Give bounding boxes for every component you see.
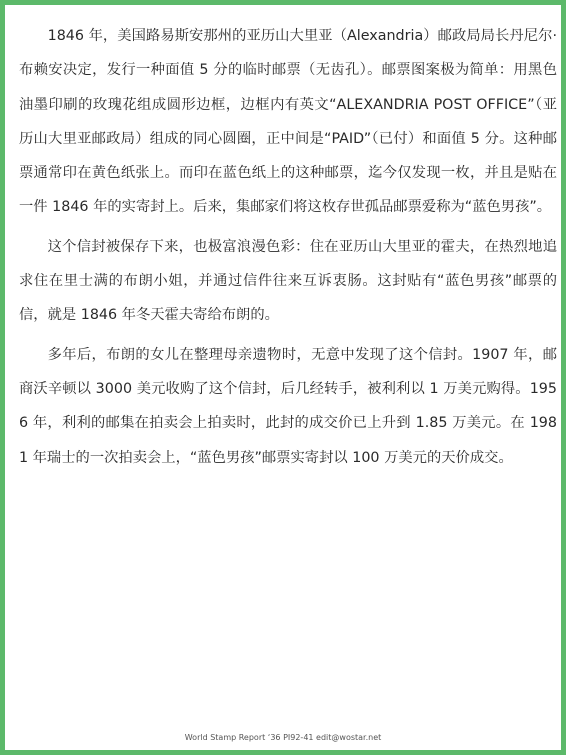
paragraph-1: 1846 年，美国路易斯安那州的亚历山大里亚（Alexandria）邮政局局长丹尼尔·布赖安决定，发行一种面值 5 分的临时邮票（无齿孔）。邮票图案极为简单：用黑色油墨印刷的玫瑰花组成圆形边框，边框内有英文“ALEXANDRIA POST OFFICE”（亚历山大里亚邮政局）组成的同心圆圈，正中间是“PAID”（已付）和面值 5 分。这种邮票通常印在黄色纸张上。而印在蓝色纸上的这种邮票，迄今仅发现一枚，并且是贴在一件 1846 年的实寄封上。后来，集邮家们将这枚存世孤品邮票爱称为“蓝色男孩”。 <box>19 28 557 216</box>
footer-credit: World Stamp Report ‘36 PI92-41 edit@wostar.net <box>184 733 382 742</box>
article-body <box>19 19 557 480</box>
paragraph-3: 多年后，布朗的女儿在整理母亲遗物时，无意中发现了这个信封。1907 年，邮商沃辛顿以 3000 美元收购了这个信封，后几经转手，被利利以 1 万美元购得。1956 年，利利的邮集在拍卖会上拍卖时，此封的成交价已上升到 1.85 万美元。在 1981 年瑞士的一次拍卖会上，“蓝色男孩”邮票实寄封以 100 万美元的天价成交。 <box>19 346 557 466</box>
paragraph-2: 这个信封被保存下来，也极富浪漫色彩：住在亚历山大里亚的霍夫，在热烈地追求住在里士满的布朗小姐，并通过信件往来互诉衷肠。这封贴有“蓝色男孩”邮票的信，就是 1846 年冬天霍夫寄给布朗的。 <box>19 238 557 324</box>
